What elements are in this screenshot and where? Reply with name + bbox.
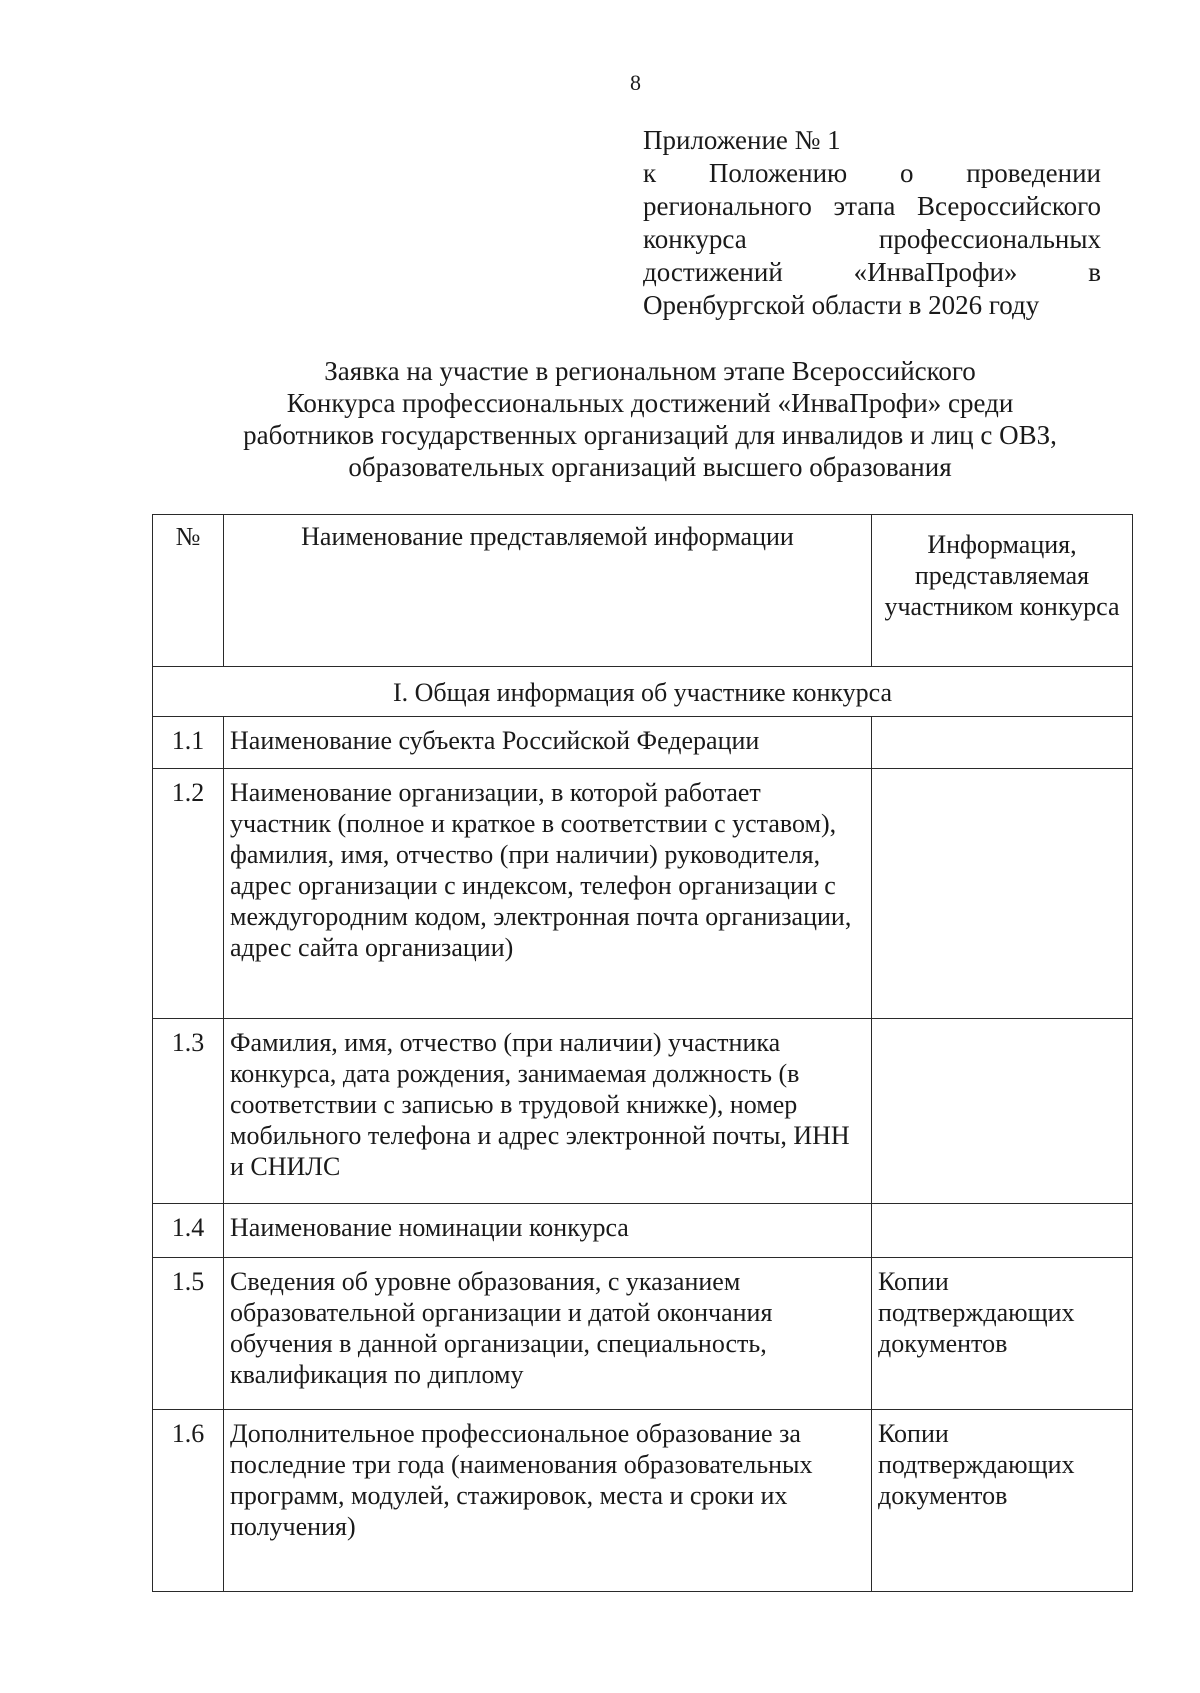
table-row bbox=[153, 1410, 1133, 1592]
table-row bbox=[153, 1204, 1133, 1258]
table-row bbox=[153, 769, 1133, 1019]
appendix-line: Оренбургской области в 2026 году bbox=[643, 290, 1040, 320]
table-header-row bbox=[153, 515, 1133, 667]
appendix-line: конкурса профессиональных bbox=[643, 224, 1101, 254]
title-line: образовательных организаций высшего образования bbox=[348, 452, 952, 482]
appendix-line: к Положению о проведении bbox=[643, 158, 1101, 188]
header-participant-info: Информация, представляемая участником конкурса bbox=[872, 515, 1133, 667]
row-info: Копии подтверждающих документов bbox=[872, 1410, 1133, 1592]
row-name: Сведения об уровне образования, с указанием образовательной организации и датой окончания обучения в данной организации, специальность, квалификация по диплому bbox=[224, 1258, 872, 1410]
header-info-name: Наименование представляемой информации bbox=[224, 515, 872, 667]
row-name: Наименование номинации конкурса bbox=[224, 1204, 872, 1258]
row-info bbox=[872, 717, 1133, 769]
row-number: 1.4 bbox=[153, 1204, 224, 1258]
row-number: 1.1 bbox=[153, 717, 224, 769]
title-line: работников государственных организаций для инвалидов и лиц с ОВЗ, bbox=[243, 420, 1057, 450]
row-info bbox=[872, 1019, 1133, 1204]
row-name: Дополнительное профессиональное образование за последние три года (наименования образовательных программ, модулей, стажировок, места и сроки их получения) bbox=[224, 1410, 872, 1592]
section-title: I. Общая информация об участнике конкурса bbox=[153, 667, 1133, 717]
row-info: Копии подтверждающих документов bbox=[872, 1258, 1133, 1410]
row-number: 1.5 bbox=[153, 1258, 224, 1410]
row-name: Наименование субъекта Российской Федерации bbox=[224, 717, 872, 769]
appendix-line: Приложение № 1 bbox=[643, 125, 841, 155]
appendix-header bbox=[643, 124, 1101, 322]
table-row bbox=[153, 1019, 1133, 1204]
row-number: 1.2 bbox=[153, 769, 224, 1019]
application-table bbox=[152, 514, 1133, 1592]
page-number: 8 bbox=[630, 70, 641, 95]
row-number: 1.6 bbox=[153, 1410, 224, 1592]
header-number: № bbox=[153, 515, 224, 667]
document-title bbox=[150, 355, 1150, 483]
title-line: Конкурса профессиональных достижений «ИнваПрофи» среди bbox=[286, 388, 1014, 418]
row-number: 1.3 bbox=[153, 1019, 224, 1204]
title-line: Заявка на участие в региональном этапе Всероссийского bbox=[324, 356, 976, 386]
row-info bbox=[872, 769, 1133, 1019]
table-row bbox=[153, 1258, 1133, 1410]
row-name: Наименование организации, в которой работает участник (полное и краткое в соответствии с уставом), фамилия, имя, отчество (при наличии) руководителя, адрес организации с индексом, телефон организации с междугородним кодом, электронная почта организации, адрес сайта организации) bbox=[224, 769, 872, 1019]
appendix-line: регионального этапа Всероссийского bbox=[643, 191, 1101, 221]
table-row bbox=[153, 717, 1133, 769]
row-info bbox=[872, 1204, 1133, 1258]
section-row bbox=[153, 667, 1133, 717]
row-name: Фамилия, имя, отчество (при наличии) участника конкурса, дата рождения, занимаемая должность (в соответствии с записью в трудовой книжке), номер мобильного телефона и адрес электронной почты, ИНН и СНИЛС bbox=[224, 1019, 872, 1204]
appendix-line: достижений «ИнваПрофи» в bbox=[643, 257, 1101, 287]
